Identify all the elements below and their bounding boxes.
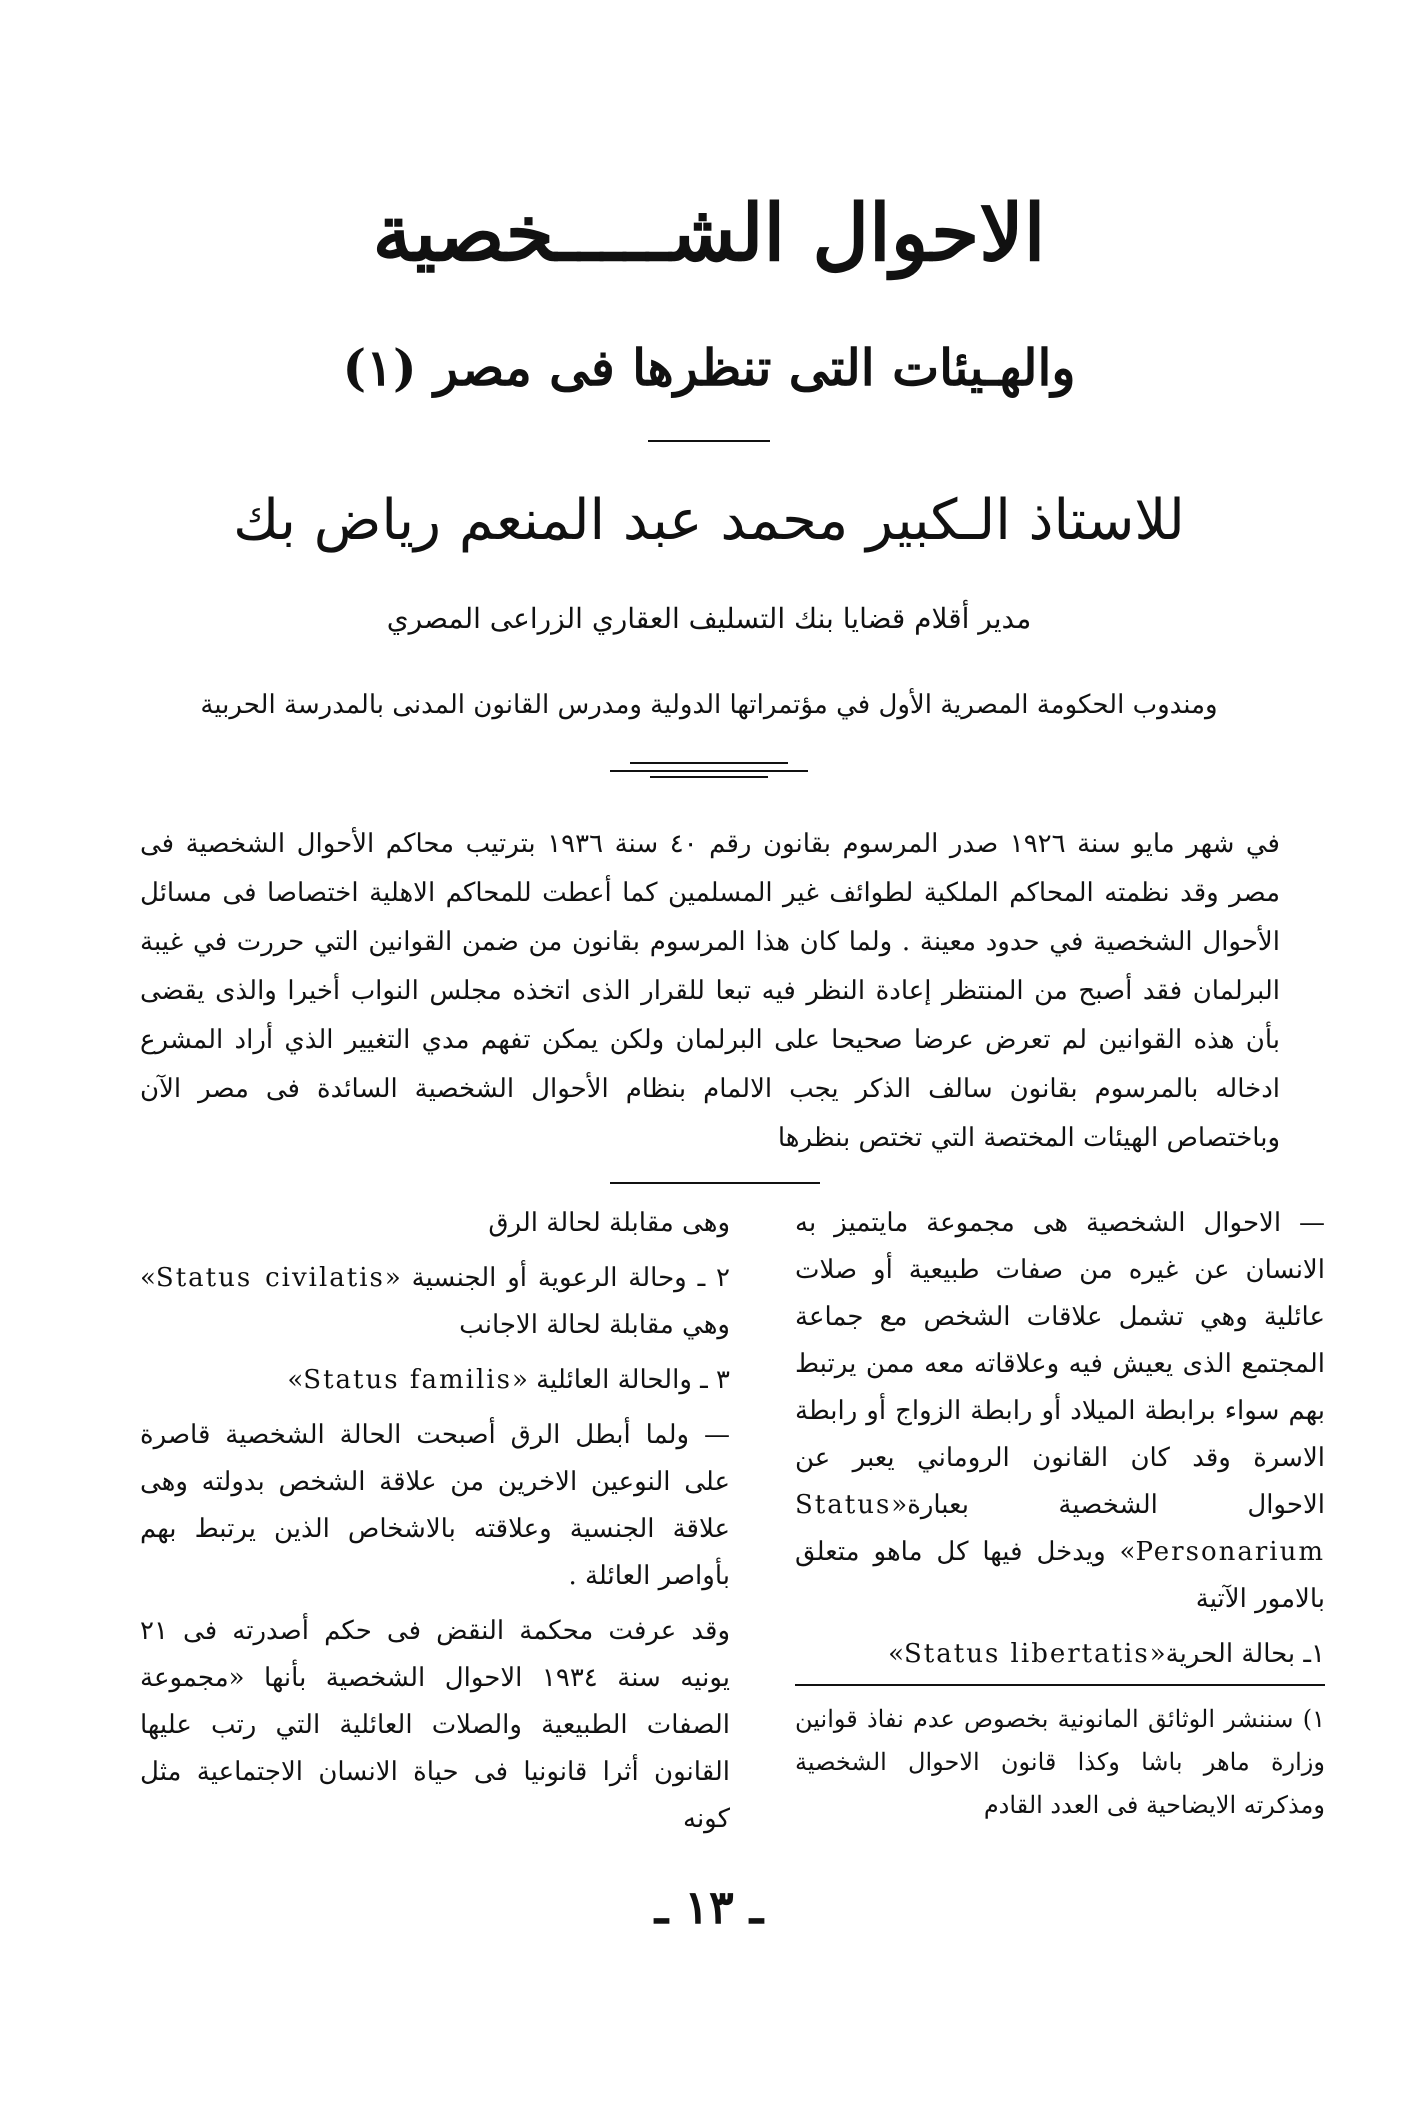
left-column	[140, 1200, 730, 1851]
list-item-3-text: ٣ ـ والحالة العائلية «	[511, 1365, 730, 1395]
left-paragraph-slavery: — ولما أبطل الرق أصبحت الحالة الشخصية قاصرة على النوعين الاخرين من علاقة الشخص بدولته وهى علاقة الجنسية وعلاقته بالاشخاص الذين يرتبط بهم بأواصر العائلة .	[140, 1420, 730, 1591]
page-subtitle: والهـيئات التى تنظرها فى مصر (١)	[342, 338, 1076, 397]
list-item-3-end: »	[287, 1365, 304, 1395]
author-role-line-1: مدير أقلام قضايا بنك التسليف العقاري الزراعى المصري	[386, 602, 1032, 635]
latin-term-libertatis: Status libertatis	[904, 1639, 1150, 1669]
right-column	[795, 1200, 1325, 1686]
latin-term-personarium: Status Personarium	[795, 1490, 1325, 1567]
intro-paragraph: في شهر مايو سنة ١٩٢٦ صدر المرسوم بقانون رقم ٤٠ سنة ١٩٣٦ بترتيب محاكم الأحوال الشخصية فى مصر وقد نظمته المحاكم الملكية لطوائف غير المسلمين كما أعطت للمحاكم الاهلية اختصاصا فى مسائل الأحوال الشخصية في حدود معينة . ولما كان هذا المرسوم بقانون من ضمن القوانين التي حررت في غيبة البرلمان فقد أصبح من المنتظر إعادة النظر فيه تبعا للقرار الذى اتخذه مجلس النواب أخيرا والذى يقضى بأن هذه القوانين لم تعرض عرضا صحيحا على البرلمان ولكن يمكن تفهم مدي التغيير الذي أراد المشرع ادخاله بالمرسوم بقانون سالف الذكر يجب الالمام بنظام الأحوال الشخصية السائدة فى مصر الآن وباختصاص الهيئات المختصة التي تختص بنظرها	[140, 829, 1280, 1153]
list-item-1	[795, 1631, 1325, 1678]
list-item-1-end: »	[888, 1639, 904, 1669]
title-divider	[648, 440, 770, 442]
author-line: للاستاذ الـكبير محمد عبد المنعم رياض بك	[233, 488, 1185, 553]
author-role-line-2: ومندوب الحكومة المصرية الأول في مؤتمراتها الدولية ومدرس القانون المدنى بالمدرسة الحربية	[200, 690, 1218, 720]
list-item-2-text: ٢ ـ وحالة الرعوية أو الجنسية «	[384, 1263, 730, 1293]
footnote: ١) سننشر الوثائق المانونية بخصوص عدم نفاذ قوانين وزارة ماهر باشا وكذا قانون الاحوال الشخصية ومذكرته الايضاحية فى العدد القادم	[795, 1705, 1325, 1819]
footnote-divider	[795, 1684, 1325, 1686]
right-paragraph-definition	[795, 1200, 1325, 1623]
left-paragraph-intro: وهى مقابلة لحالة الرق	[488, 1208, 730, 1238]
list-item-2-end: » وهي مقابلة لحالة الاجانب	[140, 1263, 730, 1340]
page-title: الاحوال الشـــــخصية	[372, 188, 1046, 279]
ornamental-divider	[610, 758, 808, 788]
latin-term-civilatis: Status civilatis	[155, 1263, 385, 1293]
definition-text-end: » ويدخل فيها كل ماهو متعلق بالامور الآتية	[795, 1537, 1325, 1614]
list-item-1-text: ١ـ بحالة الحرية«	[1149, 1639, 1325, 1669]
definition-text: — الاحوال الشخصية هى مجموعة مايتميز به الانسان عن غيره من صفات طبيعية أو صلات عائلية وهي تشمل علاقات الشخص مع جماعة المجتمع الذى يعيش فيه وعلاقاته معه ممن يرتبط بهم سواء برابطة الميلاد أو رابطة الزواج أو رابطة الاسرة وقد كان القانون الروماني يعبر عن الاحوال الشخصية بعبارة«	[795, 1208, 1325, 1520]
section-divider	[610, 1182, 820, 1184]
left-paragraph-court: وقد عرفت محكمة النقض فى حكم أصدرته فى ٢١ يونيه سنة ١٩٣٤ الاحوال الشخصية بأنها «مجموعة الصفات الطبيعية والصلات العائلية التي رتب عليها القانون أثرا قانونيا فى حياة الانسان الاجتماعية مثل كونه	[140, 1616, 730, 1834]
page-number: ـ ١٣ ـ	[654, 1880, 764, 1934]
latin-term-familis: Status familis	[303, 1365, 512, 1395]
list-item-3	[140, 1357, 730, 1404]
list-item-2	[140, 1255, 730, 1349]
